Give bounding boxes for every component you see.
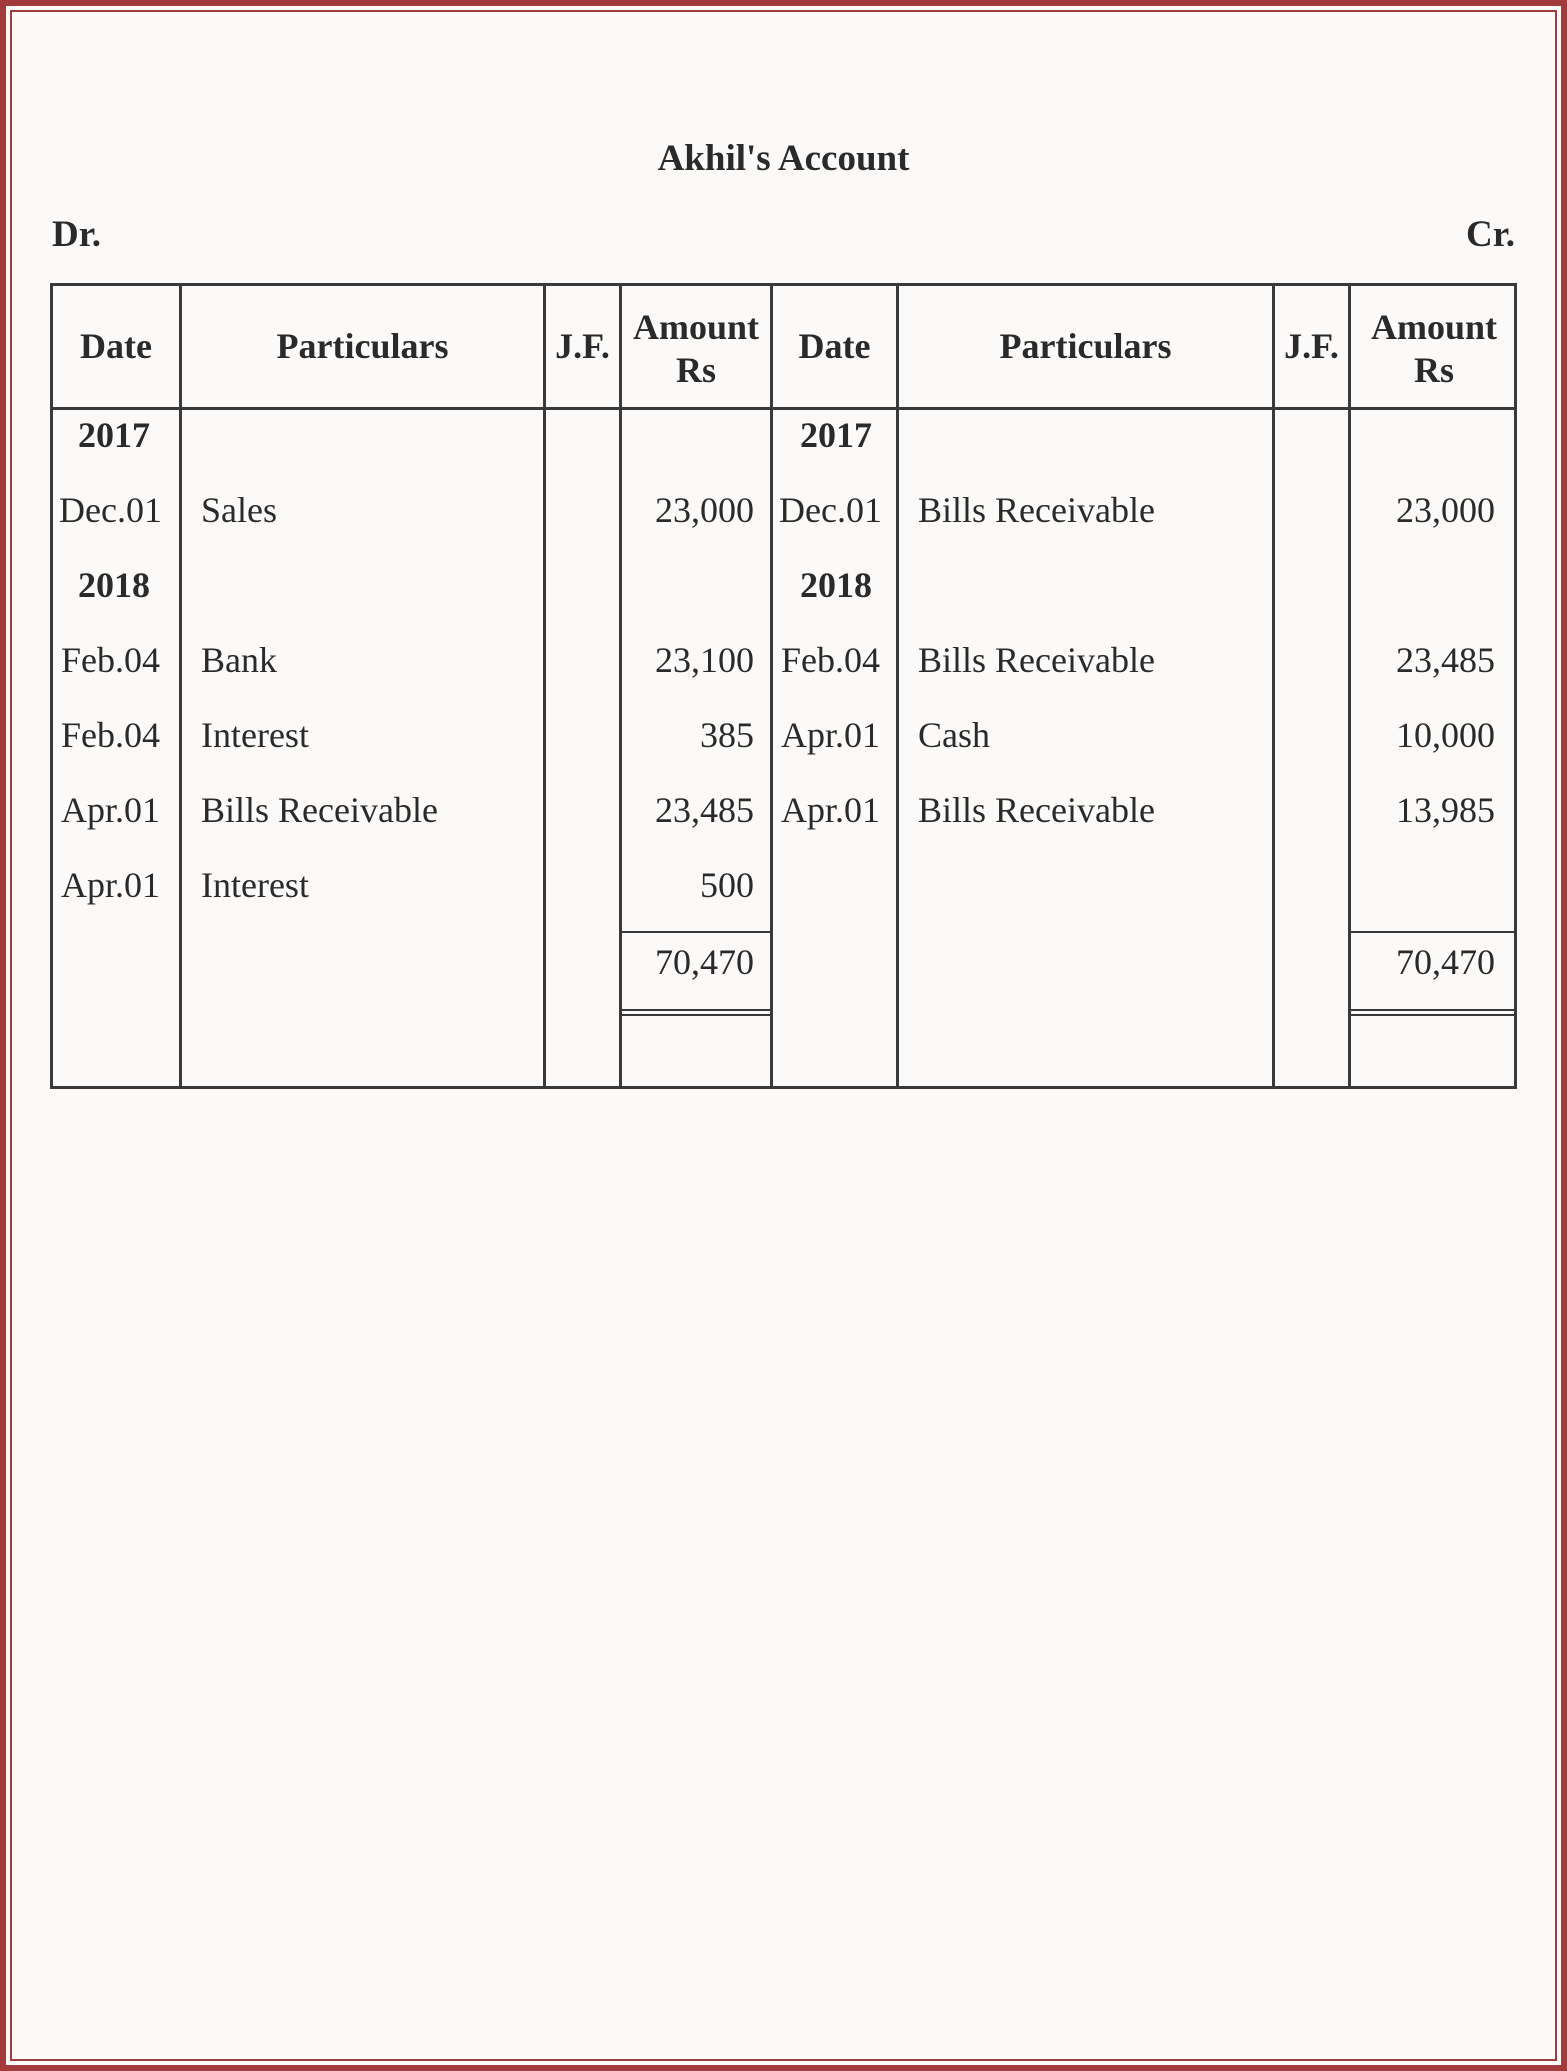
ledger-table xyxy=(50,283,1517,1089)
credit-date: Apr.01 xyxy=(781,715,880,755)
debit-total: 70,470 xyxy=(655,942,754,982)
credit-date: Apr.01 xyxy=(781,790,880,830)
debit-amount: 23,485 xyxy=(655,790,754,830)
credit-total: 70,470 xyxy=(1396,942,1495,982)
credit-particulars: Cash xyxy=(918,715,990,755)
debit-date-header: Date xyxy=(80,326,152,367)
debit-date: Feb.04 xyxy=(61,715,160,755)
debit-year: 2018 xyxy=(78,565,150,605)
credit-year: 2017 xyxy=(800,415,872,455)
debit-amount: 23,000 xyxy=(655,490,754,530)
credit-amount: 10,000 xyxy=(1396,715,1495,755)
credit-particulars: Bills Receivable xyxy=(918,490,1155,530)
credit-date: Dec.01 xyxy=(779,490,882,530)
debit-jf-header: J.F. xyxy=(555,326,610,367)
debit-particulars: Interest xyxy=(201,865,309,905)
account-title: Akhil's Account xyxy=(657,138,910,179)
credit-amount: 23,000 xyxy=(1396,490,1495,530)
credit-amount-header xyxy=(1351,286,1517,409)
debit-date: Dec.01 xyxy=(59,490,162,530)
credit-date: Feb.04 xyxy=(781,640,880,680)
credit-amount: 23,485 xyxy=(1396,640,1495,680)
credit-year: 2018 xyxy=(800,565,872,605)
debit-particulars: Sales xyxy=(201,490,277,530)
debit-particulars-header: Particulars xyxy=(276,326,449,367)
credit-date-header: Date xyxy=(798,326,871,367)
amount-header-line2: Rs xyxy=(1413,349,1454,390)
debit-label: Dr. xyxy=(52,214,101,255)
debit-particulars: Bank xyxy=(201,640,277,680)
amount-header-line1: Amount xyxy=(1370,307,1498,348)
amount-header-line1: Amount xyxy=(632,307,760,348)
debit-total-rule xyxy=(622,931,770,933)
credit-total-double-rule xyxy=(1351,1009,1517,1016)
debit-amount: 385 xyxy=(700,715,754,755)
debit-date: Feb.04 xyxy=(61,640,160,680)
header-divider xyxy=(53,407,1514,410)
debit-amount: 500 xyxy=(700,865,754,905)
debit-particulars: Bills Receivable xyxy=(201,790,438,830)
debit-amount: 23,100 xyxy=(655,640,754,680)
credit-particulars-header: Particulars xyxy=(999,326,1172,367)
amount-header-line2: Rs xyxy=(675,349,716,390)
credit-total-rule xyxy=(1351,931,1517,933)
credit-particulars: Bills Receivable xyxy=(918,640,1155,680)
credit-label: Cr. xyxy=(1466,214,1515,255)
debit-total-double-rule xyxy=(622,1009,770,1016)
debit-amount-header xyxy=(622,286,770,409)
credit-jf-header: J.F. xyxy=(1284,326,1339,367)
debit-particulars: Interest xyxy=(201,715,309,755)
credit-amount: 13,985 xyxy=(1396,790,1495,830)
debit-date: Apr.01 xyxy=(61,865,160,905)
debit-date: Apr.01 xyxy=(61,790,160,830)
credit-particulars: Bills Receivable xyxy=(918,790,1155,830)
debit-year: 2017 xyxy=(78,415,150,455)
